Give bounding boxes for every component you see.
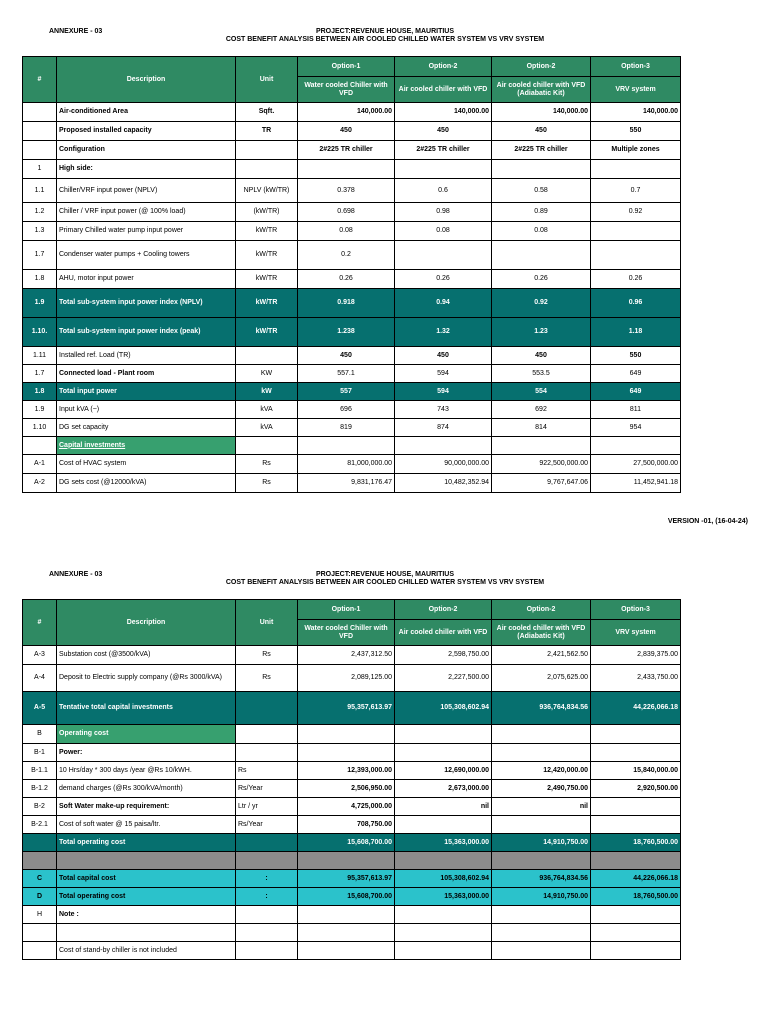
option-2-adiabatic-value-cell: 692 bbox=[492, 401, 591, 419]
option-2-value-cell bbox=[395, 852, 492, 870]
option-3-value-cell: 0.26 bbox=[591, 270, 681, 289]
option-1-value-cell: 0.378 bbox=[298, 179, 395, 203]
description-cell bbox=[57, 924, 236, 942]
col-subheader-air-cooled: Air cooled chiller with VFD bbox=[395, 77, 492, 103]
option-1-value-cell: 1.238 bbox=[298, 318, 395, 347]
unit-cell bbox=[236, 906, 298, 924]
unit-cell: TR bbox=[236, 122, 298, 141]
col-header-option-2b-2: Option-2 bbox=[492, 600, 591, 620]
option-2-value-cell: nil bbox=[395, 798, 492, 816]
option-3-value-cell: 2,433,750.00 bbox=[591, 665, 681, 692]
option-2-adiabatic-value-cell: 450 bbox=[492, 122, 591, 141]
unit-cell: Sqft. bbox=[236, 103, 298, 122]
description-cell: Operating cost bbox=[57, 725, 236, 744]
col-subheader-vrv-2: VRV system bbox=[591, 620, 681, 646]
col-header-unit-2: Unit bbox=[236, 600, 298, 646]
col-subheader-water-cooled-2: Water cooled Chiller with VFD bbox=[298, 620, 395, 646]
row-number-cell: A-4 bbox=[23, 665, 57, 692]
option-2-value-cell: 0.26 bbox=[395, 270, 492, 289]
option-3-value-cell: 649 bbox=[591, 365, 681, 383]
description-cell: Chiller/VRF input power (NPLV) bbox=[57, 179, 236, 203]
description-cell: DG set capacity bbox=[57, 419, 236, 437]
option-2-value-cell: 2,598,750.00 bbox=[395, 646, 492, 665]
option-2-adiabatic-value-cell: 922,500,000.00 bbox=[492, 455, 591, 474]
cost-benefit-table-2 bbox=[22, 599, 681, 960]
option-1-value-cell: 2,089,125.00 bbox=[298, 665, 395, 692]
table-row bbox=[23, 780, 681, 798]
unit-cell: kVA bbox=[236, 401, 298, 419]
col-header-option-2a-2: Option-2 bbox=[395, 600, 492, 620]
option-2-adiabatic-value-cell: 450 bbox=[492, 347, 591, 365]
option-1-value-cell bbox=[298, 924, 395, 942]
document-title-2 bbox=[180, 571, 590, 587]
unit-cell: Rs bbox=[236, 474, 298, 493]
option-3-value-cell: 0.7 bbox=[591, 179, 681, 203]
description-cell: Input kVA (~) bbox=[57, 401, 236, 419]
option-2-adiabatic-value-cell: 0.58 bbox=[492, 179, 591, 203]
row-number-cell: 1.1 bbox=[23, 179, 57, 203]
col-header-option-1: Option-1 bbox=[298, 57, 395, 77]
option-1-value-cell: 12,393,000.00 bbox=[298, 762, 395, 780]
option-3-value-cell: 0.96 bbox=[591, 289, 681, 318]
option-2-value-cell: 0.6 bbox=[395, 179, 492, 203]
row-number-cell: 1.9 bbox=[23, 401, 57, 419]
table-row bbox=[23, 906, 681, 924]
description-cell: High side: bbox=[57, 160, 236, 179]
table-row bbox=[23, 665, 681, 692]
description-cell: Total capital cost bbox=[57, 870, 236, 888]
option-2-adiabatic-value-cell: 0.08 bbox=[492, 222, 591, 241]
unit-cell bbox=[236, 725, 298, 744]
option-2-value-cell: 90,000,000.00 bbox=[395, 455, 492, 474]
description-cell: Power: bbox=[57, 744, 236, 762]
col-header-option-3-2: Option-3 bbox=[591, 600, 681, 620]
unit-cell: kW/TR bbox=[236, 318, 298, 347]
col-subheader-adiabatic: Air cooled chiller with VFD (Adiabatic Kit) bbox=[492, 77, 591, 103]
table-row bbox=[23, 834, 681, 852]
option-1-value-cell: 15,608,700.00 bbox=[298, 888, 395, 906]
option-3-value-cell: Multiple zones bbox=[591, 141, 681, 160]
option-2-adiabatic-value-cell: 2,490,750.00 bbox=[492, 780, 591, 798]
table-row bbox=[23, 870, 681, 888]
option-1-value-cell: 2#225 TR chiller bbox=[298, 141, 395, 160]
option-2-adiabatic-value-cell: 0.89 bbox=[492, 203, 591, 222]
unit-cell: kVA bbox=[236, 419, 298, 437]
option-1-value-cell: 0.2 bbox=[298, 241, 395, 270]
unit-cell: : bbox=[236, 888, 298, 906]
option-2-value-cell bbox=[395, 725, 492, 744]
table-row bbox=[23, 725, 681, 744]
description-cell: Total sub-system input power index (peak) bbox=[57, 318, 236, 347]
table-row bbox=[23, 888, 681, 906]
col-header-number: # bbox=[23, 57, 57, 103]
row-number-cell: H bbox=[23, 906, 57, 924]
option-3-value-cell bbox=[591, 725, 681, 744]
col-header-unit: Unit bbox=[236, 57, 298, 103]
unit-cell bbox=[236, 744, 298, 762]
col-header-option-1-2: Option-1 bbox=[298, 600, 395, 620]
unit-cell: (kW/TR) bbox=[236, 203, 298, 222]
description-cell: Substation cost (@3500/kVA) bbox=[57, 646, 236, 665]
unit-cell: kW/TR bbox=[236, 289, 298, 318]
option-2-value-cell bbox=[395, 906, 492, 924]
col-header-option-2b: Option-2 bbox=[492, 57, 591, 77]
option-1-value-cell: 95,357,613.97 bbox=[298, 692, 395, 725]
table-row bbox=[23, 646, 681, 665]
option-2-value-cell: 450 bbox=[395, 347, 492, 365]
option-2-value-cell: 0.98 bbox=[395, 203, 492, 222]
description-cell: Total operating cost bbox=[57, 834, 236, 852]
unit-cell: Rs bbox=[236, 762, 298, 780]
unit-cell bbox=[236, 692, 298, 725]
option-2-adiabatic-value-cell: 2,075,625.00 bbox=[492, 665, 591, 692]
option-2-adiabatic-value-cell: 936,764,834.56 bbox=[492, 692, 591, 725]
description-cell: Installed ref. Load (TR) bbox=[57, 347, 236, 365]
option-2-value-cell: 2,227,500.00 bbox=[395, 665, 492, 692]
description-cell: Air-conditioned Area bbox=[57, 103, 236, 122]
option-2-value-cell: 105,308,602.94 bbox=[395, 870, 492, 888]
option-1-value-cell: 95,357,613.97 bbox=[298, 870, 395, 888]
table-row bbox=[23, 816, 681, 834]
option-2-adiabatic-value-cell bbox=[492, 816, 591, 834]
description-cell: Total operating cost bbox=[57, 888, 236, 906]
description-cell: Cost of soft water @ 15 paisa/ltr. bbox=[57, 816, 236, 834]
option-3-value-cell: 44,226,066.18 bbox=[591, 692, 681, 725]
description-cell: Primary Chilled water pump input power bbox=[57, 222, 236, 241]
description-cell: DG sets cost (@12000/kVA) bbox=[57, 474, 236, 493]
unit-cell bbox=[236, 852, 298, 870]
option-2-value-cell: 1.32 bbox=[395, 318, 492, 347]
description-cell: Cost of HVAC system bbox=[57, 455, 236, 474]
col-subheader-air-cooled-2: Air cooled chiller with VFD bbox=[395, 620, 492, 646]
option-1-value-cell bbox=[298, 942, 395, 960]
option-1-value-cell: 708,750.00 bbox=[298, 816, 395, 834]
option-2-adiabatic-value-cell: nil bbox=[492, 798, 591, 816]
option-2-adiabatic-value-cell: 0.26 bbox=[492, 270, 591, 289]
option-1-value-cell: 557.1 bbox=[298, 365, 395, 383]
option-2-adiabatic-value-cell: 936,764,834.56 bbox=[492, 870, 591, 888]
option-1-value-cell: 819 bbox=[298, 419, 395, 437]
option-3-value-cell: 15,840,000.00 bbox=[591, 762, 681, 780]
unit-cell: Rs bbox=[236, 455, 298, 474]
option-3-value-cell: 2,920,500.00 bbox=[591, 780, 681, 798]
row-number-cell: 1.7 bbox=[23, 365, 57, 383]
option-2-value-cell bbox=[395, 942, 492, 960]
option-1-value-cell bbox=[298, 744, 395, 762]
option-1-value-cell bbox=[298, 852, 395, 870]
row-number-cell: 1.11 bbox=[23, 347, 57, 365]
description-cell bbox=[57, 852, 236, 870]
option-3-value-cell: 27,500,000.00 bbox=[591, 455, 681, 474]
option-3-value-cell: 1.18 bbox=[591, 318, 681, 347]
option-3-value-cell bbox=[591, 852, 681, 870]
description-cell: 10 Hrs/day * 300 days /year @Rs 10/kWH. bbox=[57, 762, 236, 780]
option-1-value-cell: 15,608,700.00 bbox=[298, 834, 395, 852]
col-header-option-3: Option-3 bbox=[591, 57, 681, 77]
option-3-value-cell bbox=[591, 744, 681, 762]
unit-cell: Ltr / yr bbox=[236, 798, 298, 816]
option-3-value-cell: 2,839,375.00 bbox=[591, 646, 681, 665]
option-3-value-cell bbox=[591, 942, 681, 960]
row-number-cell: 1.8 bbox=[23, 270, 57, 289]
option-2-adiabatic-value-cell: 1.23 bbox=[492, 318, 591, 347]
option-2-value-cell: 594 bbox=[395, 365, 492, 383]
option-3-value-cell: 550 bbox=[591, 122, 681, 141]
row-number-cell: B-2.1 bbox=[23, 816, 57, 834]
option-3-value-cell: 18,760,500.00 bbox=[591, 888, 681, 906]
description-cell: Proposed installed capacity bbox=[57, 122, 236, 141]
option-3-value-cell: 140,000.00 bbox=[591, 103, 681, 122]
row-number-cell bbox=[23, 942, 57, 960]
option-3-value-cell: 44,226,066.18 bbox=[591, 870, 681, 888]
col-subheader-vrv: VRV system bbox=[591, 77, 681, 103]
option-2-adiabatic-value-cell: 14,910,750.00 bbox=[492, 834, 591, 852]
option-2-adiabatic-value-cell bbox=[492, 744, 591, 762]
description-cell: Condenser water pumps + Cooling towers bbox=[57, 241, 236, 270]
version-label: VERSION -01, (16-04-24) bbox=[667, 518, 748, 525]
option-1-value-cell bbox=[298, 725, 395, 744]
option-1-value-cell: 0.698 bbox=[298, 203, 395, 222]
description-cell: Capital investments bbox=[57, 437, 236, 455]
unit-cell bbox=[236, 834, 298, 852]
row-number-cell: B-2 bbox=[23, 798, 57, 816]
description-cell: AHU, motor input power bbox=[57, 270, 236, 289]
option-3-value-cell: 18,760,500.00 bbox=[591, 834, 681, 852]
description-cell: demand charges (@Rs 300/kVA/month) bbox=[57, 780, 236, 798]
option-2-adiabatic-value-cell: 553.5 bbox=[492, 365, 591, 383]
unit-cell: Rs bbox=[236, 665, 298, 692]
unit-cell: NPLV (kW/TR) bbox=[236, 179, 298, 203]
option-3-value-cell bbox=[591, 816, 681, 834]
description-cell: Cost of stand-by chiller is not included bbox=[57, 942, 236, 960]
option-1-value-cell: 9,831,176.47 bbox=[298, 474, 395, 493]
option-2-value-cell: 0.94 bbox=[395, 289, 492, 318]
option-3-value-cell: 550 bbox=[591, 347, 681, 365]
unit-cell bbox=[236, 942, 298, 960]
row-number-cell: 1.2 bbox=[23, 203, 57, 222]
option-2-value-cell bbox=[395, 924, 492, 942]
row-number-cell bbox=[23, 852, 57, 870]
option-3-value-cell: 649 bbox=[591, 383, 681, 401]
option-2-value-cell bbox=[395, 744, 492, 762]
option-2-value-cell: 12,690,000.00 bbox=[395, 762, 492, 780]
col-subheader-water-cooled: Water cooled Chiller with VFD bbox=[298, 77, 395, 103]
description-cell: Note : bbox=[57, 906, 236, 924]
option-2-value-cell: 140,000.00 bbox=[395, 103, 492, 122]
option-2-value-cell: 2,673,000.00 bbox=[395, 780, 492, 798]
option-2-adiabatic-value-cell: 14,910,750.00 bbox=[492, 888, 591, 906]
row-number-cell: A-2 bbox=[23, 474, 57, 493]
row-number-cell: 1.8 bbox=[23, 383, 57, 401]
row-number-cell: 1.9 bbox=[23, 289, 57, 318]
option-1-value-cell bbox=[298, 906, 395, 924]
row-number-cell bbox=[23, 924, 57, 942]
option-2-adiabatic-value-cell: 0.92 bbox=[492, 289, 591, 318]
option-1-value-cell: 557 bbox=[298, 383, 395, 401]
row-number-cell: B bbox=[23, 725, 57, 744]
option-3-value-cell: 0.92 bbox=[591, 203, 681, 222]
col-header-description: Description bbox=[57, 57, 236, 103]
option-1-value-cell: 4,725,000.00 bbox=[298, 798, 395, 816]
unit-cell: kW bbox=[236, 383, 298, 401]
option-2-value-cell: 10,482,352.94 bbox=[395, 474, 492, 493]
option-1-value-cell: 0.918 bbox=[298, 289, 395, 318]
row-number-cell: B-1.2 bbox=[23, 780, 57, 798]
row-number-cell: 1.7 bbox=[23, 241, 57, 270]
option-3-value-cell bbox=[591, 798, 681, 816]
row-number-cell: 1.3 bbox=[23, 222, 57, 241]
table-row bbox=[23, 692, 681, 725]
option-2-adiabatic-value-cell: 9,767,647.06 bbox=[492, 474, 591, 493]
description-cell: Connected load - Plant room bbox=[57, 365, 236, 383]
option-1-value-cell: 0.08 bbox=[298, 222, 395, 241]
option-1-value-cell: 2,506,950.00 bbox=[298, 780, 395, 798]
option-2-value-cell bbox=[395, 816, 492, 834]
option-2-value-cell: 15,363,000.00 bbox=[395, 888, 492, 906]
description-cell: Tentative total capital investments bbox=[57, 692, 236, 725]
option-2-adiabatic-value-cell bbox=[492, 725, 591, 744]
option-2-value-cell: 15,363,000.00 bbox=[395, 834, 492, 852]
option-3-value-cell bbox=[591, 924, 681, 942]
option-1-value-cell: 2,437,312.50 bbox=[298, 646, 395, 665]
unit-cell: Rs/Year bbox=[236, 780, 298, 798]
option-2-value-cell: 105,308,602.94 bbox=[395, 692, 492, 725]
option-3-value-cell bbox=[591, 906, 681, 924]
option-1-value-cell: 140,000.00 bbox=[298, 103, 395, 122]
row-number-cell: 1.10. bbox=[23, 318, 57, 347]
row-number-cell bbox=[23, 834, 57, 852]
option-2-value-cell: 874 bbox=[395, 419, 492, 437]
annexure-label-2: ANNEXURE - 03 bbox=[49, 571, 103, 578]
table-row bbox=[23, 942, 681, 960]
table-row bbox=[23, 852, 681, 870]
description-cell: Chiller / VRF input power (@ 100% load) bbox=[57, 203, 236, 222]
option-2-adiabatic-value-cell: 554 bbox=[492, 383, 591, 401]
option-2-adiabatic-value-cell: 12,420,000.00 bbox=[492, 762, 591, 780]
analysis-title-2: COST BENEFIT ANALYSIS BETWEEN AIR COOLED CHILLED WATER SYSTEM VS VRV SYSTEM bbox=[225, 579, 545, 586]
unit-cell: kW/TR bbox=[236, 241, 298, 270]
col-subheader-adiabatic-2: Air cooled chiller with VFD (Adiabatic Kit) bbox=[492, 620, 591, 646]
table-row bbox=[23, 798, 681, 816]
table-row bbox=[23, 744, 681, 762]
project-title-2: PROJECT:REVENUE HOUSE, MAURITIUS bbox=[315, 571, 455, 578]
table-row bbox=[23, 924, 681, 942]
row-number-cell: B-1 bbox=[23, 744, 57, 762]
description-cell: Soft Water make-up requirement: bbox=[57, 798, 236, 816]
option-3-value-cell: 954 bbox=[591, 419, 681, 437]
unit-cell: kW/TR bbox=[236, 270, 298, 289]
row-number-cell: B-1.1 bbox=[23, 762, 57, 780]
unit-cell: KW bbox=[236, 365, 298, 383]
option-1-value-cell: 450 bbox=[298, 347, 395, 365]
option-2-adiabatic-value-cell bbox=[492, 852, 591, 870]
option-2-adiabatic-value-cell bbox=[492, 924, 591, 942]
option-2-value-cell: 743 bbox=[395, 401, 492, 419]
option-2-value-cell: 2#225 TR chiller bbox=[395, 141, 492, 160]
unit-cell: : bbox=[236, 870, 298, 888]
project-title: PROJECT:REVENUE HOUSE, MAURITIUS bbox=[315, 28, 455, 35]
option-2-value-cell: 0.08 bbox=[395, 222, 492, 241]
unit-cell bbox=[236, 924, 298, 942]
annexure-label: ANNEXURE - 03 bbox=[49, 28, 103, 35]
row-number-cell: 1 bbox=[23, 160, 57, 179]
row-number-cell: A-3 bbox=[23, 646, 57, 665]
description-cell: Total sub-system input power index (NPLV) bbox=[57, 289, 236, 318]
option-1-value-cell: 81,000,000.00 bbox=[298, 455, 395, 474]
description-cell: Total input power bbox=[57, 383, 236, 401]
option-3-value-cell: 811 bbox=[591, 401, 681, 419]
option-2-adiabatic-value-cell: 2#225 TR chiller bbox=[492, 141, 591, 160]
option-2-value-cell: 450 bbox=[395, 122, 492, 141]
option-1-value-cell: 450 bbox=[298, 122, 395, 141]
table-row bbox=[23, 762, 681, 780]
option-2-adiabatic-value-cell: 140,000.00 bbox=[492, 103, 591, 122]
col-header-description-2: Description bbox=[57, 600, 236, 646]
option-3-value-cell: 11,452,941.18 bbox=[591, 474, 681, 493]
row-number-cell: C bbox=[23, 870, 57, 888]
row-number-cell: A-5 bbox=[23, 692, 57, 725]
description-cell: Deposit to Electric supply company (@Rs 3000/kVA) bbox=[57, 665, 236, 692]
row-number-cell: D bbox=[23, 888, 57, 906]
option-2-adiabatic-value-cell bbox=[492, 942, 591, 960]
option-2-value-cell: 594 bbox=[395, 383, 492, 401]
unit-cell: kW/TR bbox=[236, 222, 298, 241]
row-number-cell: A-1 bbox=[23, 455, 57, 474]
row-number-cell: 1.10 bbox=[23, 419, 57, 437]
col-header-option-2a: Option-2 bbox=[395, 57, 492, 77]
option-1-value-cell: 696 bbox=[298, 401, 395, 419]
option-2-adiabatic-value-cell: 814 bbox=[492, 419, 591, 437]
option-1-value-cell: 0.26 bbox=[298, 270, 395, 289]
col-header-number-2: # bbox=[23, 600, 57, 646]
analysis-title: COST BENEFIT ANALYSIS BETWEEN AIR COOLED CHILLED WATER SYSTEM VS VRV SYSTEM bbox=[225, 36, 545, 43]
unit-cell: Rs/Year bbox=[236, 816, 298, 834]
option-2-adiabatic-value-cell: 2,421,562.50 bbox=[492, 646, 591, 665]
description-cell: Configuration bbox=[57, 141, 236, 160]
unit-cell: Rs bbox=[236, 646, 298, 665]
option-2-adiabatic-value-cell bbox=[492, 906, 591, 924]
